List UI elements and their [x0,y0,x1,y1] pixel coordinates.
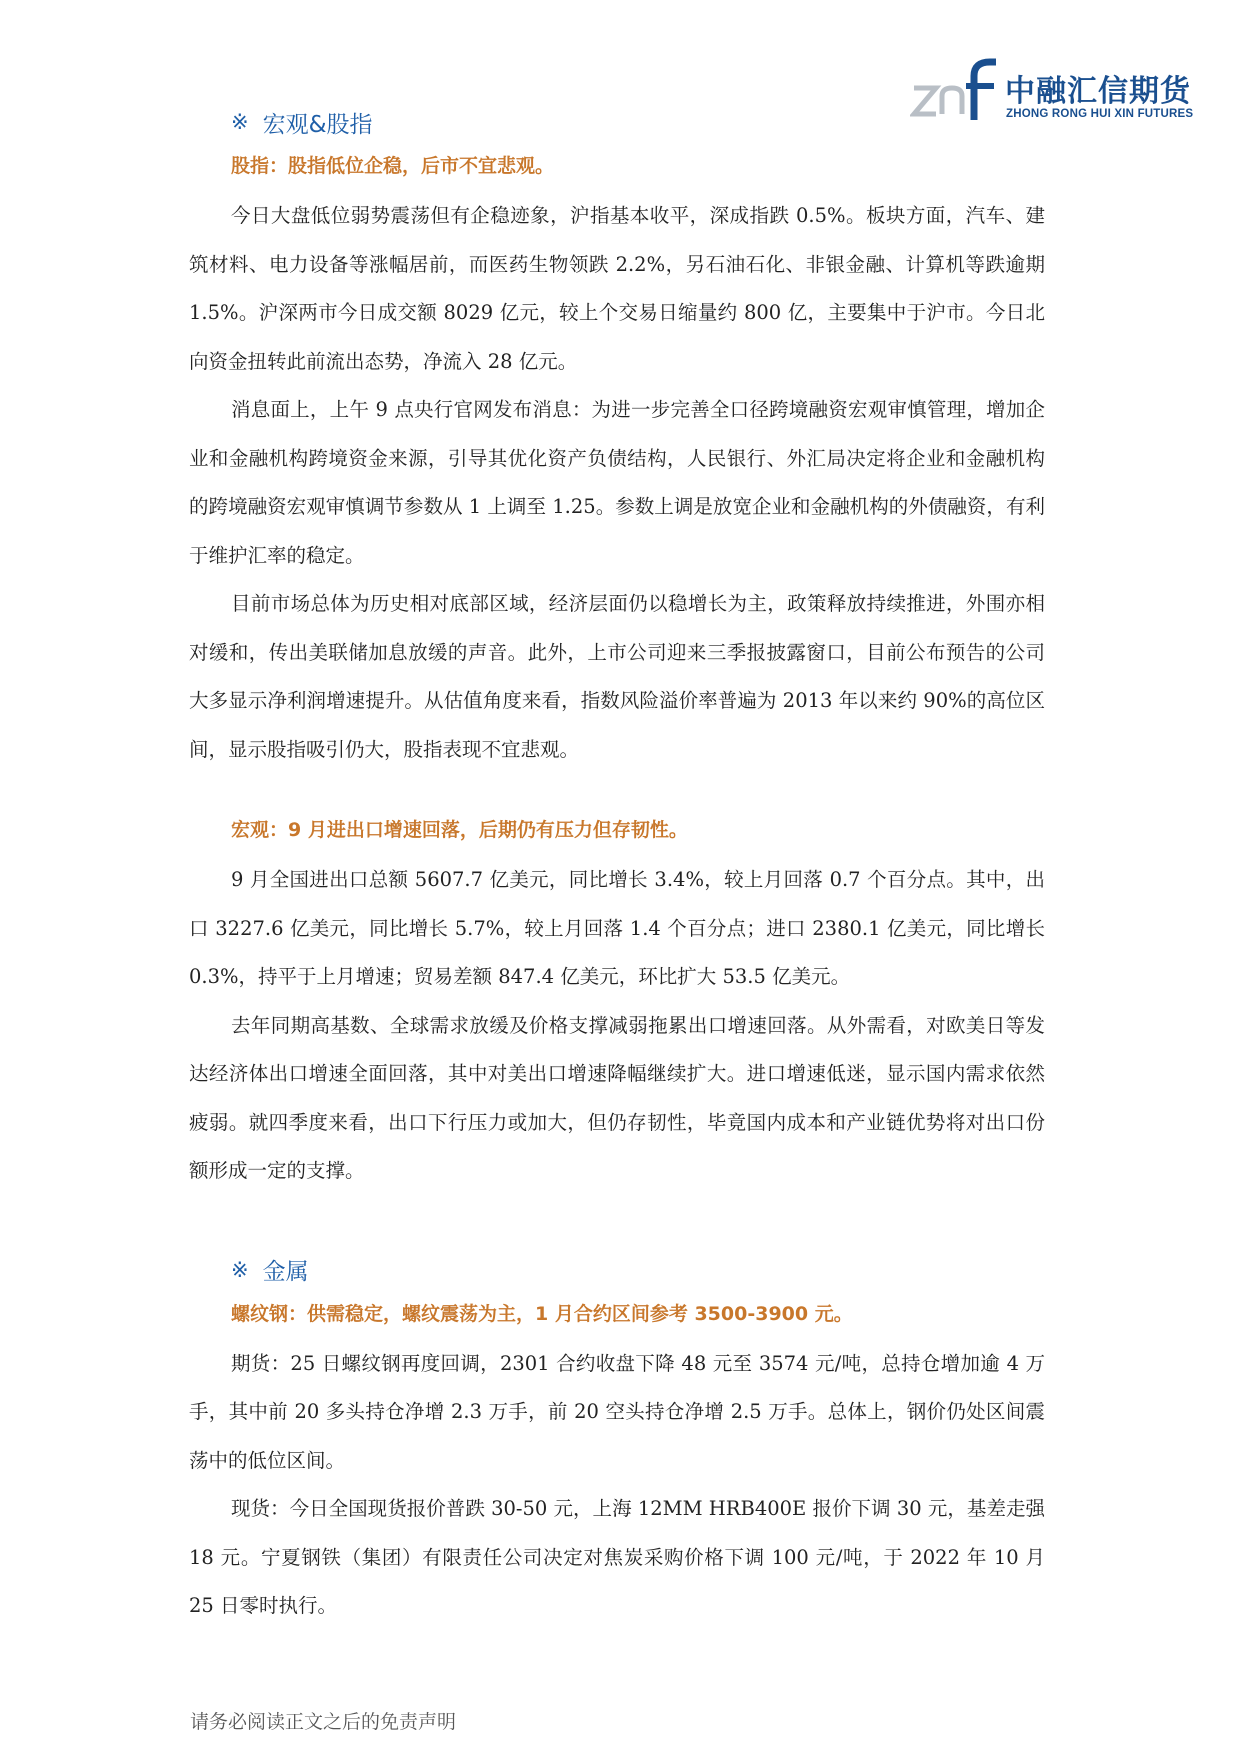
spacer [189,774,1045,808]
spacer [189,1196,1045,1248]
report-body [189,100,1045,1631]
subtitle-rebar: 螺纹钢：供需稳定，螺纹震荡为主，1 月合约区间参考 3500-3900 元。 [231,1302,853,1325]
paragraph: 今日大盘低位弱势震荡但有企稳迹象，沪指基本收平，深成指跌 0.5%。板块方面，汽车、建筑材料、电力设备等涨幅居前，而医药生物领跌 2.2%，另石油石化、非银金融、计算机等跌逾期 1.5%。沪深两市今日成交额 8029 亿元，较上个交易日缩量约 800 亿，主要集中于沪市。今日北向资金扭转此前流出态势，净流入 28 亿元。 [189,204,1045,373]
reference-mark-icon: ※ [231,1257,249,1282]
paragraph: 目前市场总体为历史相对底部区域，经济层面仍以稳增长为主，政策释放持续推进，外围亦相对缓和，传出美联储加息放缓的声音。此外，上市公司迎来三季报披露窗口，目前公布预告的公司大多显示净利润增速提升。从估值角度来看，指数风险溢价率普遍为 2013 年以来约 90%的高位区间，显示股指吸引仍大，股指表现不宜悲观。 [189,592,1045,761]
paragraph: 9 月全国进出口总额 5607.7 亿美元，同比增长 3.4%，较上月回落 0.7 个百分点。其中，出口 3227.6 亿美元，同比增长 5.7%，较上月回落 1.4 个百分点；进口 2380.1 亿美元，同比增长 0.3%，持平于上月增速；贸易差额 847.4 亿美元，环比扩大 53.5 亿美元。 [189,868,1045,988]
paragraph: 现货：今日全国现货报价普跌 30-50 元，上海 12MM HRB400E 报价下调 30 元，基差走强 18 元。宁夏钢铁（集团）有限责任公司决定对焦炭采购价格下调 100 元/吨，于 2022 年 10 月 25 日零时执行。 [189,1497,1045,1617]
section-title: 金属 [262,1259,309,1285]
disclaimer-notice: 请务必阅读正文之后的免责声明 [190,1711,457,1733]
section-title: 宏观&股指 [262,111,373,138]
section-heading-macro-index [189,100,1045,144]
logo-chinese-name: 中融汇信期货 [1005,74,1191,109]
paragraph: 去年同期高基数、全球需求放缓及价格支撑减弱拖累出口增速回落。从外需看，对欧美日等发达经济体出口增速全面回落，其中对美出口增速降幅继续扩大。进口增速低迷，显示国内需求依然疲弱。就四季度来看，出口下行压力或加大，但仍存韧性，毕竟国内成本和产业链优势将对出口份额形成一定的支撑。 [189,1013,1045,1182]
subtitle-stock-index: 股指：股指低位企稳，后市不宜悲观。 [231,155,555,177]
paragraph: 消息面上，上午 9 点央行官网发布消息：为进一步完善全口径跨境融资宏观审慎管理，增加企业和金融机构跨境资金来源，引导其优化资产负债结构，人民银行、外汇局决定将企业和金融机构的跨境融资宏观审慎调节参数从 1 上调至 1.25。参数上调是放宽企业和金融机构的外债融资，有利于维护汇率的稳定。 [189,398,1045,567]
reference-mark-icon: ※ [231,110,249,134]
section-heading-metals [189,1248,1045,1292]
paragraph: 期货：25 日螺纹钢再度回调，2301 合约收盘下降 48 元至 3574 元/吨，总持仓增加逾 4 万手，其中前 20 多头持仓净增 2.3 万手，前 20 空头持仓净增 2.5 万手。总体上，钢价仍处区间震荡中的低位区间。 [189,1351,1045,1472]
logo-english-name: ZHONG RONG HUI XIN FUTURES [1006,108,1194,120]
subtitle-macro: 宏观：9 月进出口增速回落，后期仍有压力但存韧性。 [231,819,688,841]
